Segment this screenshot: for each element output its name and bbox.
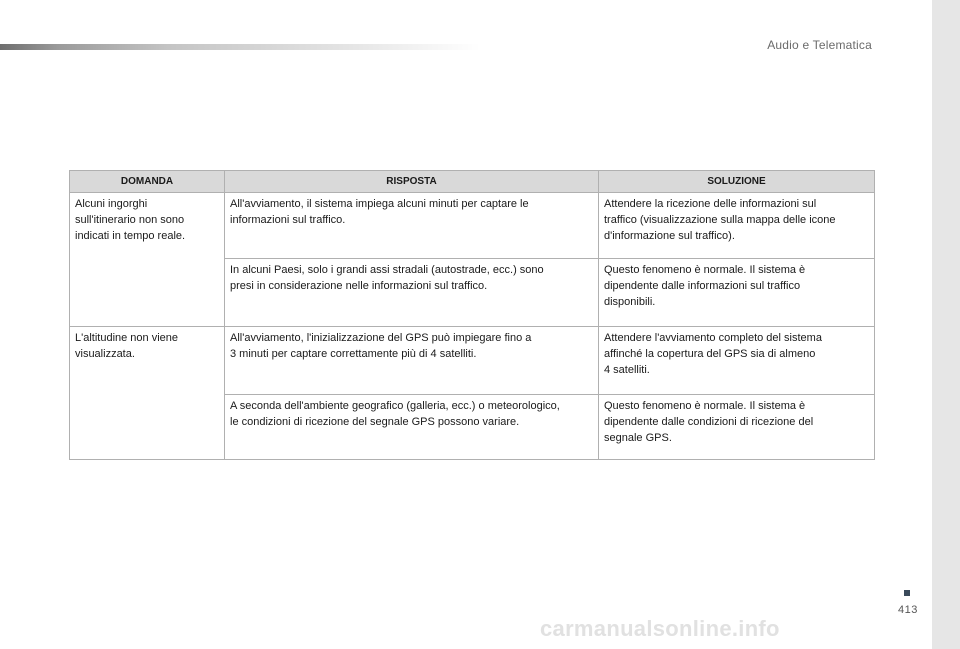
answer-text: All'avviamento, il sistema impiega alcuni minuti per captare le informazioni sul traffico. [230,198,529,226]
column-header-question: DOMANDA [70,171,225,193]
solution-text: Attendere l'avviamento completo del sistema affinché la copertura del GPS sia di almeno 4 satelliti. [604,332,822,376]
question-text: Alcuni ingorghi sull'itinerario non sono indicati in tempo reale. [75,198,186,242]
answer-cell [225,193,599,259]
answer-cell [225,395,599,460]
answer-cell [225,327,599,395]
solution-cell [599,327,875,395]
question-cell [70,327,225,460]
table-row [70,193,875,259]
solution-cell [599,395,875,460]
solution-text: Attendere la ricezione delle informazioni sul traffico (visualizzazione sulla mappa delle icone d'informazione sul traffico). [604,198,836,242]
answer-text: A seconda dell'ambiente geografico (galleria, ecc.) o meteorologico, le condizioni di ricezione del segnale GPS possono variare. [230,400,560,428]
solution-text: Questo fenomeno è normale. Il sistema è dipendente dalle informazioni sul traffico disponibili. [604,264,806,308]
faq-table [69,170,875,460]
column-header-solution: SOLUZIONE [599,171,875,193]
watermark: carmanualsonline.info [540,616,780,641]
header-gradient-bar [0,44,480,50]
column-header-answer: RISPOSTA [225,171,599,193]
section-title: Audio e Telematica [767,38,872,52]
answer-text: In alcuni Paesi, solo i grandi assi stradali (autostrade, ecc.) sono presi in considerazione nelle informazioni sul traffico. [230,264,544,292]
page-marker-square [904,590,910,596]
question-cell [70,193,225,327]
answer-cell [225,259,599,327]
solution-cell [599,259,875,327]
page-number: 413 [898,604,918,616]
question-text: L'altitudine non viene visualizzata. [75,332,179,360]
side-strip [932,0,960,649]
answer-text: All'avviamento, l'inizializzazione del GPS può impiegare fino a 3 minuti per captare correttamente più di 4 satelliti. [230,332,532,360]
table-row [70,327,875,395]
solution-cell [599,193,875,259]
table-header-row [70,171,875,193]
solution-text: Questo fenomeno è normale. Il sistema è dipendente dalle condizioni di ricezione del segnale GPS. [604,400,814,444]
